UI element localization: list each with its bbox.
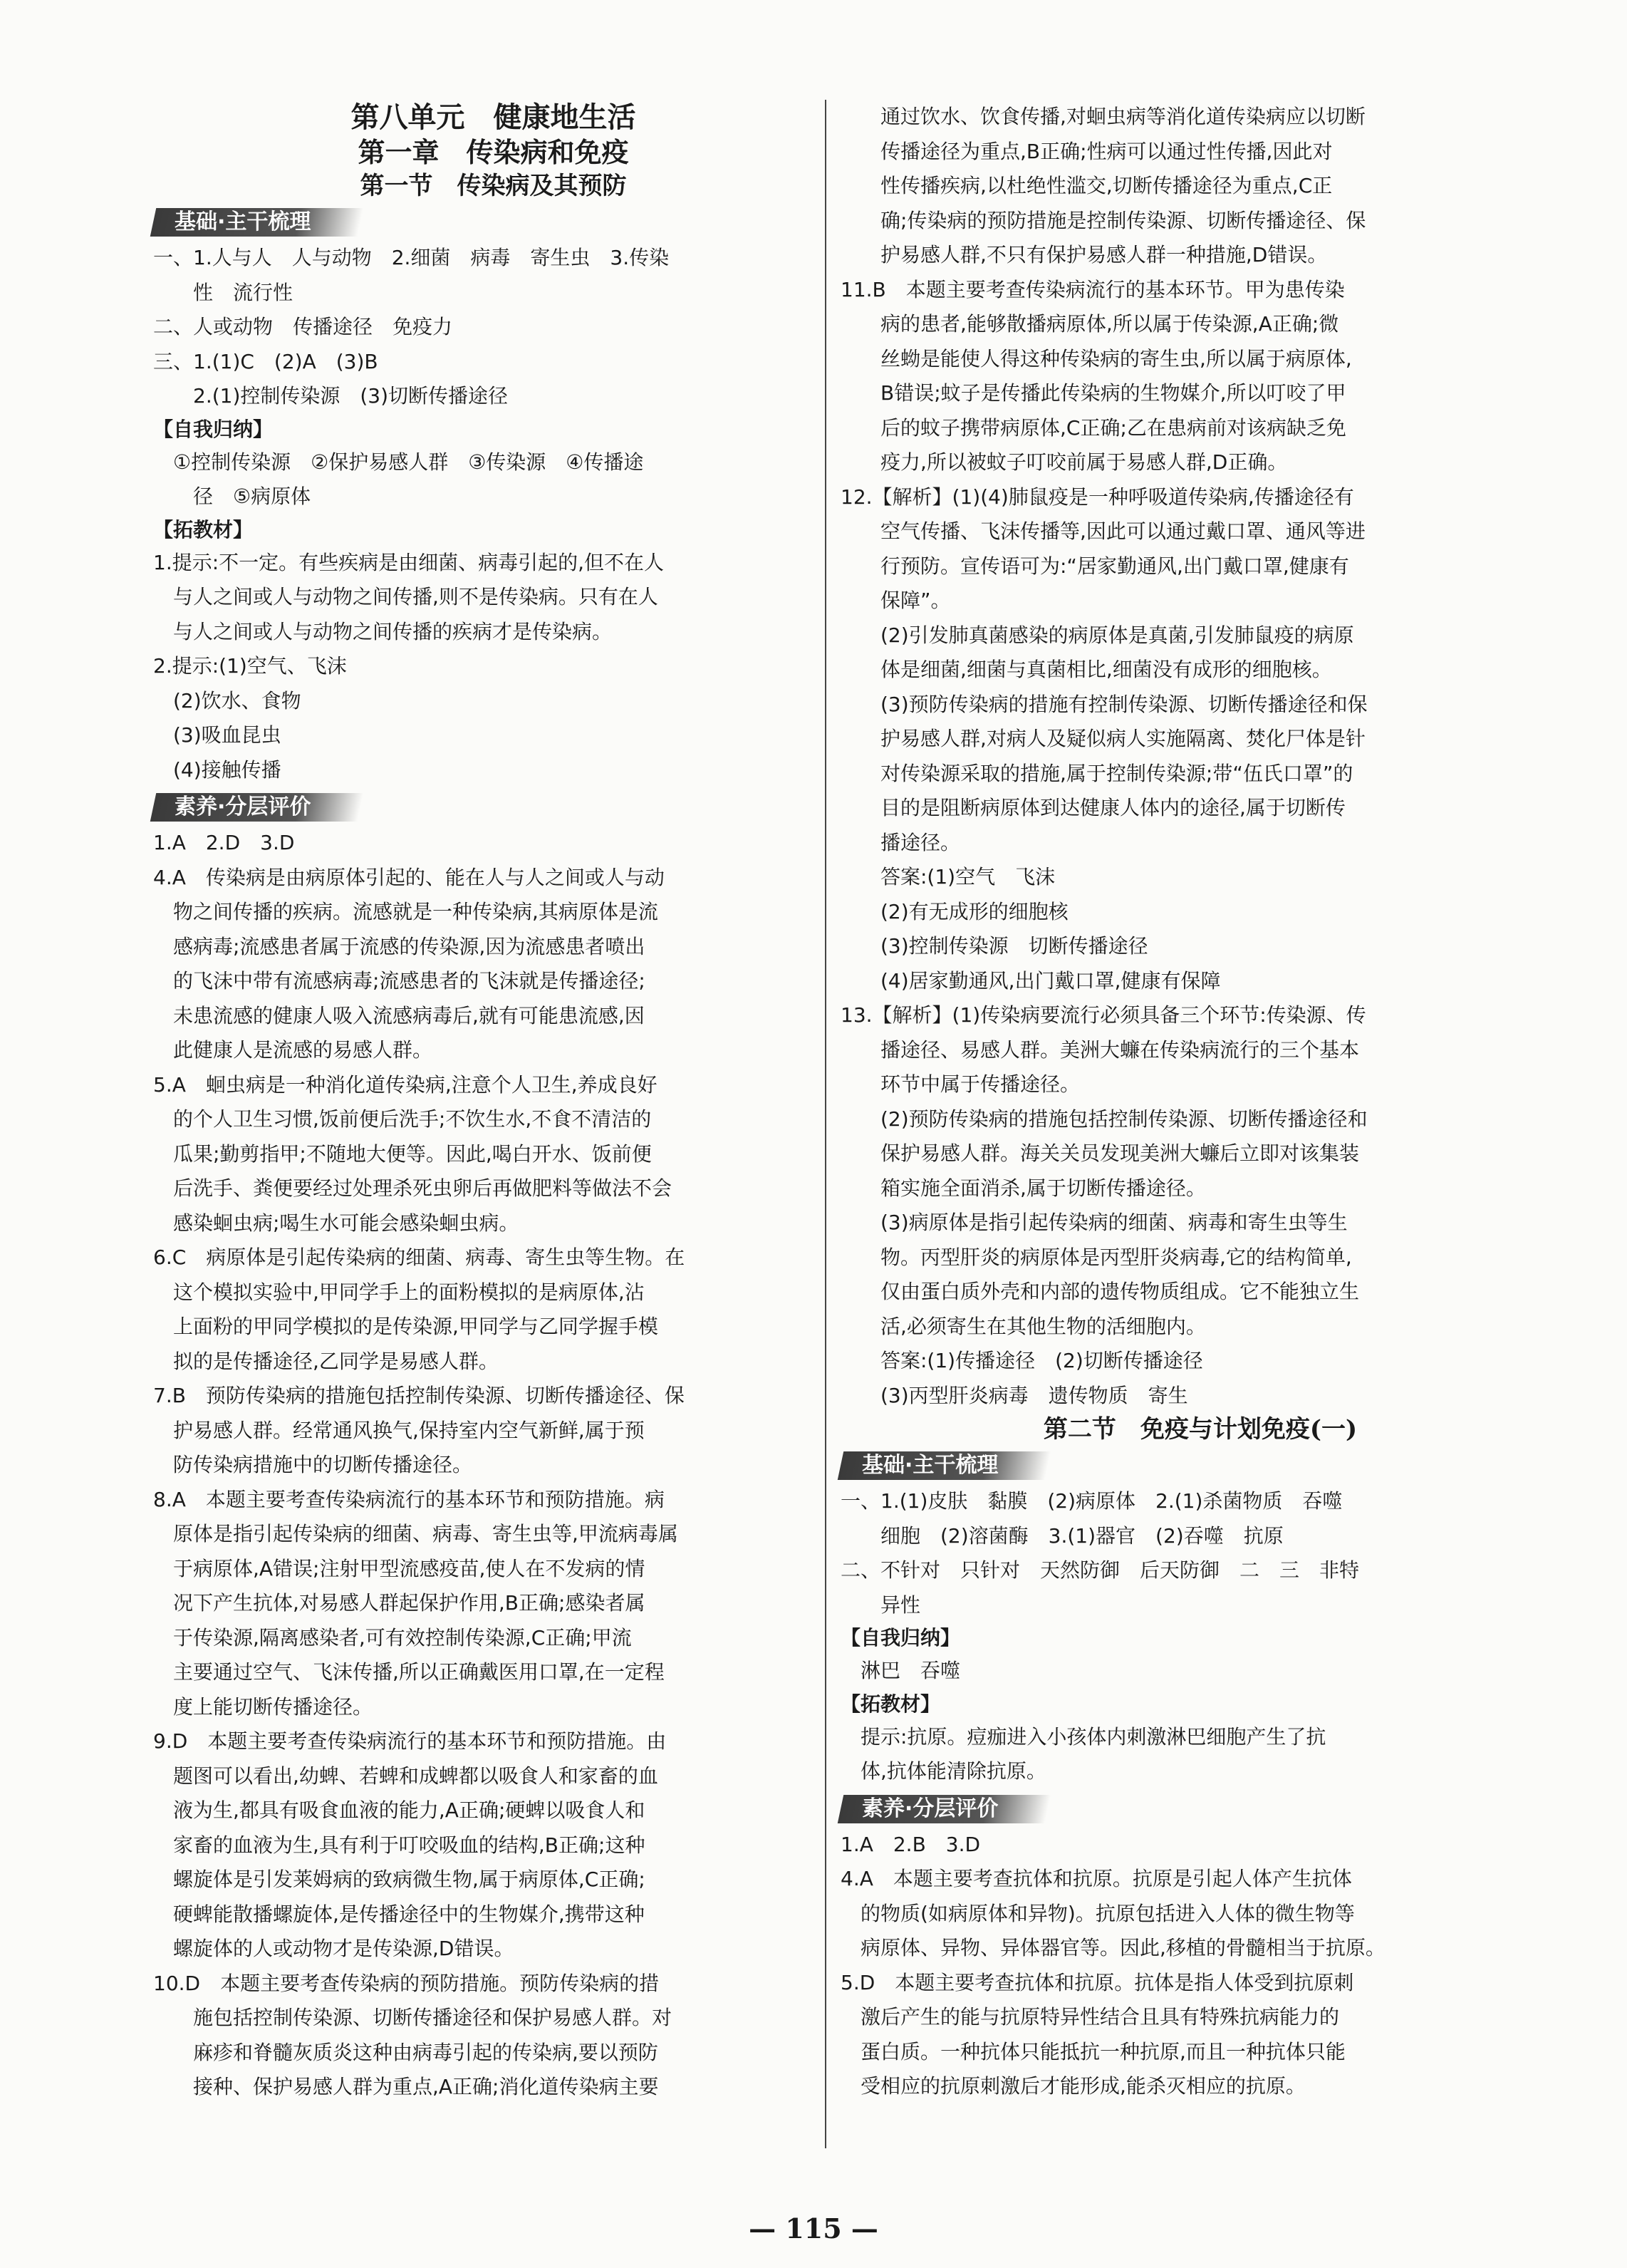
section-banner <box>150 793 364 822</box>
answer-paragraph: 4.A 传染病是由病原体引起的、能在人与人之间或人与动 物之间传播的疾病。流感就是一种传染病,其病原体是流 感病毒;流感患者属于流感的传染源,因为流感患者喷出 的飞沫中带有流感病毒;流感患者的飞沫就是传播途径; 未患流感的健康人吸入流感病毒后,就有可能患流感,因 此健康人是流感的易感人群。 <box>153 865 665 1062</box>
chapter-title: 第一章 传染病和免疫 <box>358 136 629 168</box>
subheading: 【自我归纳】 <box>841 1626 961 1650</box>
banner-row <box>841 1789 1560 1828</box>
section-banner <box>838 1795 1051 1823</box>
answer-paragraph: 二、人或动物 传播途径 免疫力 <box>153 315 453 338</box>
answer-paragraph: 13.【解析】(1)传染病要流行必须具备三个环节:传染源、传 播途径、易感人群。美洲大蠊在传染病流行的三个基本 环节中属于传播途径。 (2)预防传染病的措施包括控制传染源、切断传播途径和 保护易感人群。海关关员发现美洲大蠊后立即对该集装 箱实施全面消杀,属于切断传播途径。 (3)病原体是指引起传染病的细菌、病毒和寄生虫等生 物。丙型肝炎的病原体是丙型肝炎病毒,它的结构简单, 仅由蛋白质外壳和内部的遗传物质组成。它不能独立生 活,必须寄生在其他生物的活细胞内。 答案:(1)传播途径 (2)切断传播途径 (3)丙型肝炎病毒 遗传物质 寄生 <box>841 1003 1368 1407</box>
answer-paragraph: 淋巴 吞噬 <box>841 1659 961 1682</box>
answer-paragraph: 5.A 蛔虫病是一种消化道传染病,注意个人卫生,养成良好 的个人卫生习惯,饭前便后洗手;不饮生水,不食不清洁的 瓜果;勤剪指甲;不随地大便等。因此,喝白开水、饭前便 后洗手、粪便要经过处理杀死虫卵后再做肥料等做法不会 感染蛔虫病;喝生水可能会感染蛔虫病。 <box>153 1072 672 1235</box>
subheading: 【拓教材】 <box>841 1692 941 1716</box>
left-content <box>153 170 833 2105</box>
left-column <box>153 100 833 2105</box>
right-column <box>841 100 1560 2104</box>
banner-row <box>153 787 833 826</box>
answer-paragraph: 1.提示:不一定。有些疾病是由细菌、病毒引起的,但不在人 与人之间或人与动物之间传播,则不是传染病。只有在人 与人之间或人与动物之间传播的疾病才是传染病。 <box>153 550 665 643</box>
right-content <box>841 100 1560 2104</box>
answer-paragraph: 9.D 本题主要考查传染病流行的基本环节和预防措施。由 题图可以看出,幼蜱、若蜱和成蜱都以吸食人和家畜的血 液为生,都具有吸食血液的能力,A正确;硬蜱以吸食人和 家畜的血液为生,具有利于叮咬吸血的结构,B正确;这种 螺旋体是引发莱姆病的致病微生物,属于病原体,C正确; 硬蜱能散播螺旋体,是传播途径中的生物媒介,携带这种 螺旋体的人或动物才是传染源,D错误。 <box>153 1729 667 1960</box>
answer-paragraph: 2.提示:(1)空气、飞沫 (2)饮水、食物 (3)吸血昆虫 (4)接触传播 <box>153 654 347 782</box>
answer-paragraph: 通过饮水、饮食传播,对蛔虫病等消化道传染病应以切断 传播途径为重点,B正确;性病可以通过性传播,因此对 性传播疾病,以杜绝性滥交,切断传播途径为重点,C正 确;传染病的预防措施是控制传染源、切断传播途径、保 护易感人群,不只有保护易感人群一种措施,D错误。 <box>880 105 1366 266</box>
section-banner <box>150 208 364 237</box>
section-banner-label: 基础·主干梳理 <box>175 209 311 234</box>
answer-paragraph: 5.D 本题主要考查抗体和抗原。抗体是指人体受到抗原刺 激后产生的能与抗原特异性结合且具有特殊抗病能力的 蛋白质。一种抗体只能抵抗一种抗原,而且一种抗体只能 受相应的抗原刺激后才能形成,能杀灭相应的抗原。 <box>841 1970 1354 2098</box>
section-banner <box>838 1451 1051 1480</box>
section-title: 第一节 传染病及其预防 <box>360 172 627 200</box>
answer-paragraph: 2.(1)控制传染源 (3)切断传播途径 <box>153 384 509 408</box>
answer-paragraph: 8.A 本题主要考查传染病流行的基本环节和预防措施。病 原体是指引起传染病的细菌、病毒、寄生虫等,甲流病毒属 于病原体,A错误;注射甲型流感疫苗,使人在不发病的情 况下产生抗体,对易感人群起保护作用,B正确;感染者属 于传染源,隔离感染者,可有效控制传染源,C正确;甲流 主要通过空气、飞沫传播,所以正确戴医用口罩,在一定程 度上能切断传播途径。 <box>153 1487 678 1719</box>
section-banner-label: 素养·分层评价 <box>175 794 311 819</box>
answer-paragraph: 4.A 本题主要考查抗体和抗原。抗原是引起人体产生抗体 的物质(如病原体和异物)。抗原包括进入人体的微生物等 病原体、异物、异体器官等。因此,移植的骨髓相当于抗原。 <box>841 1867 1386 1959</box>
answer-paragraph: ①控制传染源 ②保护易感人群 ③传染源 ④传播途 径 ⑤病原体 <box>173 450 644 508</box>
subheading: 【拓教材】 <box>153 517 254 542</box>
answer-paragraph: 一、1.(1)皮肤 黏膜 (2)病原体 2.(1)杀菌物质 吞噬 细胞 (2)溶菌酶 3.(1)器官 (2)吞噬 抗原 <box>841 1489 1343 1548</box>
answer-paragraph: 一、1.人与人 人与动物 2.细菌 病毒 寄生虫 3.传染 性 流行性 <box>153 246 670 304</box>
answer-paragraph: 7.B 预防传染病的措施包括控制传染源、切断传播途径、保 护易感人群。经常通风换气,保持室内空气新鲜,属于预 防传染病措施中的切断传播途径。 <box>153 1384 685 1476</box>
answer-paragraph: 11.B 本题主要考查传染病流行的基本环节。甲为患传染 病的患者,能够散播病原体,所以属于传染源,A正确;微 丝蚴是能使人得这种传染病的寄生虫,所以属于病原体, B错误;蚊子是传播此传染病的生物媒介,所以叮咬了甲 后的蚊子携带病原体,C正确;乙在患病前对该病缺乏免 疫力,所以被蚊子叮咬前属于易感人群,D正确。 <box>841 277 1352 474</box>
answer-paragraph: 6.C 病原体是引起传染病的细菌、病毒、寄生虫等生物。在 这个模拟实验中,甲同学手上的面粉模拟的是病原体,沾 上面粉的甲同学模拟的是传染源,甲同学与乙同学握手模 拟的是传播途径,乙同学是易感人群。 <box>153 1246 685 1373</box>
answer-paragraph: 10.D 本题主要考查传染病的预防措施。预防传染病的措 施包括控制传染源、切断传播途径和保护易感人群。对 麻疹和脊髓灰质炎这种由病毒引起的传染病,要以预防 接种、保护易感人群为重点,A正确;消化道传染病主要 <box>153 1971 672 2098</box>
answer-paragraph: 三、1.(1)C (2)A (3)B <box>153 349 378 373</box>
section-banner-label: 素养·分层评价 <box>862 1796 999 1821</box>
section-title: 第二节 免疫与计划免疫(一) <box>1043 1415 1358 1444</box>
page-number: — 115 — <box>749 2212 878 2244</box>
section-banner-label: 基础·主干梳理 <box>862 1453 999 1478</box>
banner-row <box>841 1446 1560 1484</box>
answer-paragraph: 提示:抗原。痘痂进入小孩体内刺激淋巴细胞产生了抗 体,抗体能清除抗原。 <box>861 1724 1326 1783</box>
banner-row <box>153 202 833 241</box>
answer-paragraph: 1.A 2.D 3.D <box>153 831 295 854</box>
answer-paragraph: 1.A 2.B 3.D <box>841 1832 981 1856</box>
column-divider <box>825 100 826 2148</box>
unit-title: 第八单元 健康地生活 <box>350 100 636 134</box>
answer-paragraph: 12.【解析】(1)(4)肺鼠疫是一种呼吸道传染病,传播途径有 空气传播、飞沫传播等,因此可以通过戴口罩、通风等进 行预防。宣传语可为:“居家勤通风,出门戴口罩,健康有 保障”。 (2)引发肺真菌感染的病原体是真菌,引发肺鼠疫的病原 体是细菌,细菌与真菌相比,细菌没有成形的细胞核。 (3)预防传染病的措施有控制传染源、切断传播途径和保 护易感人群,对病人及疑似病人实施隔离、焚化尸体是针 对传染源采取的措施,属于控制传染源;带“伍氏口罩”的 目的是阻断病原体到达健康人体内的途径,属于切断传 播途径。 答案:(1)空气 飞沫 (2)有无成形的细胞核 (3)控制传染源 切断传播途径 (4)居家勤通风,出门戴口罩,健康有保障 <box>841 485 1368 993</box>
answer-paragraph: 二、不针对 只针对 天然防御 后天防御 二 三 非特 异性 <box>841 1558 1360 1617</box>
subheading: 【自我归纳】 <box>153 417 274 441</box>
